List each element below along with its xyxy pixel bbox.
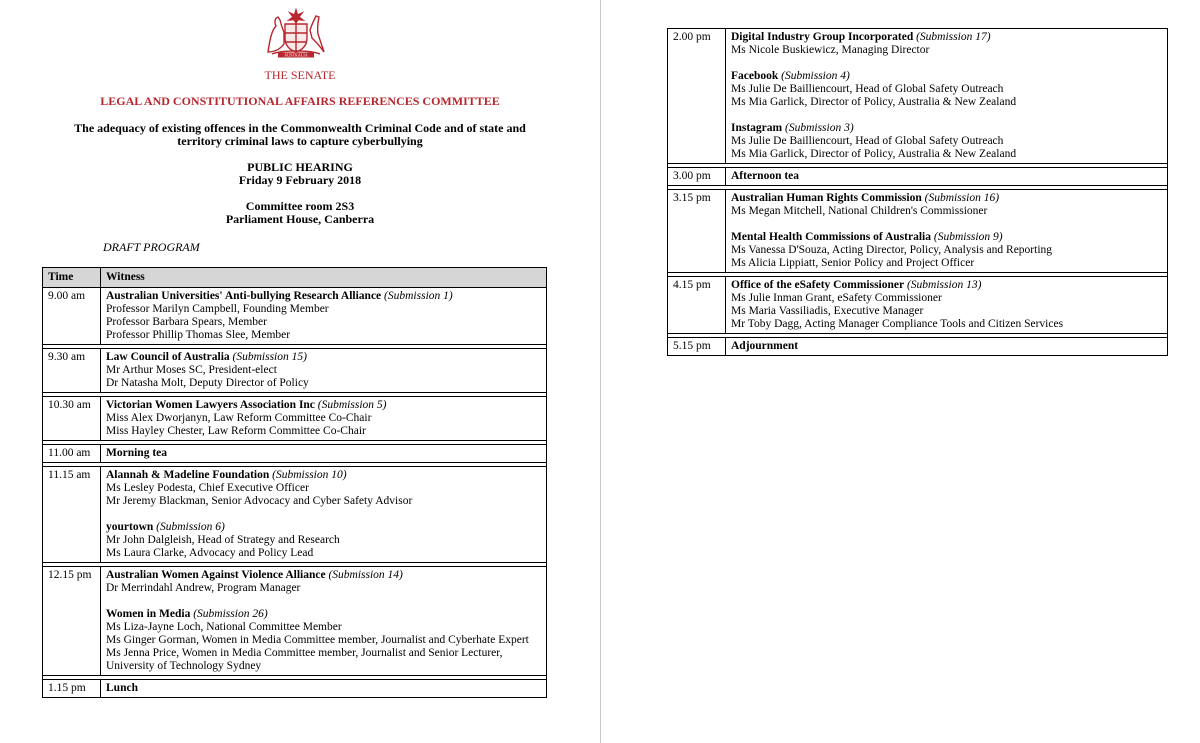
program-rows-left — [43, 288, 547, 698]
witness-name: Professor Barbara Spears, Member — [106, 316, 267, 328]
session-witnesses — [726, 29, 1168, 164]
session-witnesses — [101, 349, 547, 393]
witness-name: Ms Julie De Bailliencourt, Head of Global Safety Outreach — [731, 83, 1004, 95]
draft-program-label: DRAFT PROGRAM — [103, 240, 200, 254]
witness-name: Ms Ginger Gorman, Women in Media Committee member, Journalist and Cyberhate Expert — [106, 634, 529, 646]
table-row — [43, 445, 547, 463]
organisation-block — [106, 351, 541, 390]
session-witnesses — [101, 680, 547, 698]
session-time: 4.15 pm — [668, 277, 726, 334]
witness-name: Miss Alex Dworjanyn, Law Reform Committee Co-Chair — [106, 412, 372, 424]
organisation-block — [731, 31, 1162, 57]
column-header-time: Time — [43, 268, 101, 288]
witness-name: Ms Vanessa D'Souza, Acting Director, Policy, Analysis and Reporting — [731, 244, 1053, 256]
organisation-line — [106, 351, 541, 364]
organisation-block — [731, 192, 1162, 218]
organisation-block — [106, 469, 541, 508]
organisation-block — [106, 447, 541, 460]
session-time: 11.15 am — [43, 467, 101, 563]
organisation-block — [731, 231, 1162, 270]
organisation-name: Law Council of Australia — [106, 351, 230, 363]
submission-number: (Submission 26) — [193, 608, 268, 620]
session-time: 9.00 am — [43, 288, 101, 345]
organisation-block — [106, 608, 541, 673]
inquiry-title-line1: The adequacy of existing offences in the Commonwealth Criminal Code and of state and — [74, 121, 526, 135]
witness-name: Ms Julie Inman Grant, eSafety Commissioner — [731, 292, 942, 304]
submission-number: (Submission 15) — [232, 351, 307, 363]
organisation-line — [106, 469, 541, 482]
organisation-line — [731, 122, 1162, 135]
witness-name: Ms Julie De Bailliencourt, Head of Global Safety Outreach — [731, 135, 1004, 147]
table-row — [43, 467, 547, 563]
submission-number: (Submission 9) — [933, 231, 1003, 243]
organisation-block — [106, 521, 541, 560]
coat-of-arms-crest — [262, 8, 330, 58]
witness-name: Miss Hayley Chester, Law Reform Committee Co-Chair — [106, 425, 366, 437]
organisation-line — [731, 170, 1162, 183]
witness-name: Ms Lesley Podesta, Chief Executive Officer — [106, 482, 309, 494]
witness-name: Ms Nicole Buskiewicz, Managing Director — [731, 44, 930, 56]
session-witnesses — [101, 288, 547, 345]
organisation-block — [106, 290, 541, 342]
hearing-label: PUBLIC HEARING — [247, 160, 353, 174]
table-header-row — [43, 268, 547, 288]
program-rows-right — [668, 29, 1168, 356]
column-header-witness: Witness — [101, 268, 547, 288]
organisation-name: Women in Media — [106, 608, 191, 620]
hearing-room: Committee room 2S3 — [245, 199, 355, 213]
submission-number: (Submission 4) — [781, 70, 850, 82]
hearing-venue: Parliament House, Canberra — [225, 212, 375, 226]
submission-number: (Submission 1) — [384, 290, 453, 302]
submission-number: (Submission 6) — [156, 521, 225, 533]
organisation-line — [106, 569, 541, 582]
organisation-block — [106, 569, 541, 595]
session-witnesses — [726, 338, 1168, 356]
program-table-right — [667, 28, 1168, 356]
table-row — [43, 397, 547, 441]
table-row — [43, 680, 547, 698]
organisation-line — [731, 279, 1162, 292]
session-time: 3.15 pm — [668, 190, 726, 273]
organisation-line — [106, 521, 541, 534]
witness-name: Ms Maria Vassiliadis, Executive Manager — [731, 305, 924, 317]
witness-name: Ms Mia Garlick, Director of Policy, Australia & New Zealand — [731, 148, 1017, 160]
organisation-name: Australian Human Rights Commission — [731, 192, 922, 204]
organisation-block — [106, 399, 541, 438]
organisation-line — [106, 608, 541, 621]
table-row — [668, 338, 1168, 356]
session-time: 12.15 pm — [43, 567, 101, 676]
organisation-block — [731, 70, 1162, 109]
witness-name: Mr John Dalgleish, Head of Strategy and Research — [106, 534, 340, 546]
program-table-left — [42, 267, 547, 698]
submission-number: (Submission 17) — [916, 31, 991, 43]
organisation-name: Alannah & Madeline Foundation — [106, 469, 270, 481]
witness-name: Ms Mia Garlick, Director of Policy, Australia & New Zealand — [731, 96, 1017, 108]
organisation-name: Mental Health Commissions of Australia — [731, 231, 931, 243]
organisation-name: Morning tea — [106, 447, 168, 459]
table-row — [43, 567, 547, 676]
organisation-line — [731, 70, 1162, 83]
organisation-block — [731, 122, 1162, 161]
organisation-line — [106, 290, 541, 303]
organisation-name: Instagram — [731, 122, 783, 134]
submission-number: (Submission 16) — [924, 192, 1000, 204]
witness-name: Professor Phillip Thomas Slee, Member — [106, 329, 291, 341]
witness-name: Professor Marilyn Campbell, Founding Member — [106, 303, 329, 315]
witness-name: Ms Jenna Price, Women in Media Committee member, Journalist and Senior Lecturer, University of Technology Sydney — [106, 647, 503, 672]
organisation-block — [731, 340, 1162, 353]
witness-name: Mr Jeremy Blackman, Senior Advocacy and Cyber Safety Advisor — [106, 495, 413, 507]
senate-title: THE SENATE — [264, 68, 336, 82]
organisation-name: yourtown — [106, 521, 154, 533]
organisation-line — [731, 340, 1162, 353]
session-witnesses — [101, 467, 547, 563]
submission-number: (Submission 14) — [328, 569, 403, 581]
organisation-line — [106, 399, 541, 412]
submission-number: (Submission 13) — [906, 279, 982, 291]
organisation-line — [731, 231, 1162, 244]
organisation-line — [731, 31, 1162, 44]
session-time: 1.15 pm — [43, 680, 101, 698]
session-time: 10.30 am — [43, 397, 101, 441]
submission-number: (Submission 5) — [317, 399, 387, 411]
session-witnesses — [726, 277, 1168, 334]
organisation-line — [106, 447, 541, 460]
inquiry-title-line2: territory criminal laws to capture cyberbullying — [177, 134, 423, 148]
organisation-line — [731, 192, 1162, 205]
hearing-date: Friday 9 February 2018 — [238, 173, 362, 187]
session-time: 2.00 pm — [668, 29, 726, 164]
table-row — [43, 349, 547, 393]
table-row — [668, 190, 1168, 273]
session-witnesses — [726, 190, 1168, 273]
organisation-name: Australian Women Against Violence Alliance — [106, 569, 326, 581]
organisation-block — [731, 170, 1162, 183]
organisation-name: Victorian Women Lawyers Association Inc — [106, 399, 315, 411]
organisation-line — [106, 682, 541, 695]
witness-name: Ms Liza-Jayne Loch, National Committee Member — [106, 621, 342, 633]
session-witnesses — [101, 445, 547, 463]
organisation-name: Adjournment — [731, 340, 799, 352]
organisation-name: Australian Universities' Anti-bullying Research Alliance — [106, 290, 382, 302]
organisation-name: Office of the eSafety Commissioner — [731, 279, 905, 291]
witness-name: Mr Arthur Moses SC, President-elect — [106, 364, 277, 376]
witness-name: Dr Natasha Molt, Deputy Director of Policy — [106, 377, 309, 389]
submission-number: (Submission 3) — [785, 122, 854, 134]
committee-title: LEGAL AND CONSTITUTIONAL AFFAIRS REFERENCES COMMITTEE — [100, 94, 500, 108]
crest-banner-text: AUSTRALIA — [284, 52, 308, 58]
session-time: 11.00 am — [43, 445, 101, 463]
session-witnesses — [101, 567, 547, 676]
submission-number: (Submission 10) — [272, 469, 347, 481]
organisation-name: Facebook — [731, 70, 779, 82]
organisation-name: Afternoon tea — [731, 170, 800, 182]
witness-name: Ms Laura Clarke, Advocacy and Policy Lead — [106, 547, 314, 559]
organisation-block — [731, 279, 1162, 331]
table-row — [668, 29, 1168, 164]
witness-name: Ms Alicia Lippiatt, Senior Policy and Project Officer — [731, 257, 975, 269]
table-row — [668, 168, 1168, 186]
witness-name: Ms Megan Mitchell, National Children's Commissioner — [731, 205, 988, 217]
session-time: 5.15 pm — [668, 338, 726, 356]
witness-name: Dr Merrindahl Andrew, Program Manager — [106, 582, 301, 594]
table-row — [668, 277, 1168, 334]
session-time: 3.00 pm — [668, 168, 726, 186]
session-witnesses — [101, 397, 547, 441]
organisation-block — [106, 682, 541, 695]
organisation-name: Lunch — [106, 682, 138, 694]
witness-name: Mr Toby Dagg, Acting Manager Compliance Tools and Citizen Services — [731, 318, 1064, 330]
session-witnesses — [726, 168, 1168, 186]
session-time: 9.30 am — [43, 349, 101, 393]
organisation-name: Digital Industry Group Incorporated — [731, 31, 914, 43]
table-row — [43, 288, 547, 345]
